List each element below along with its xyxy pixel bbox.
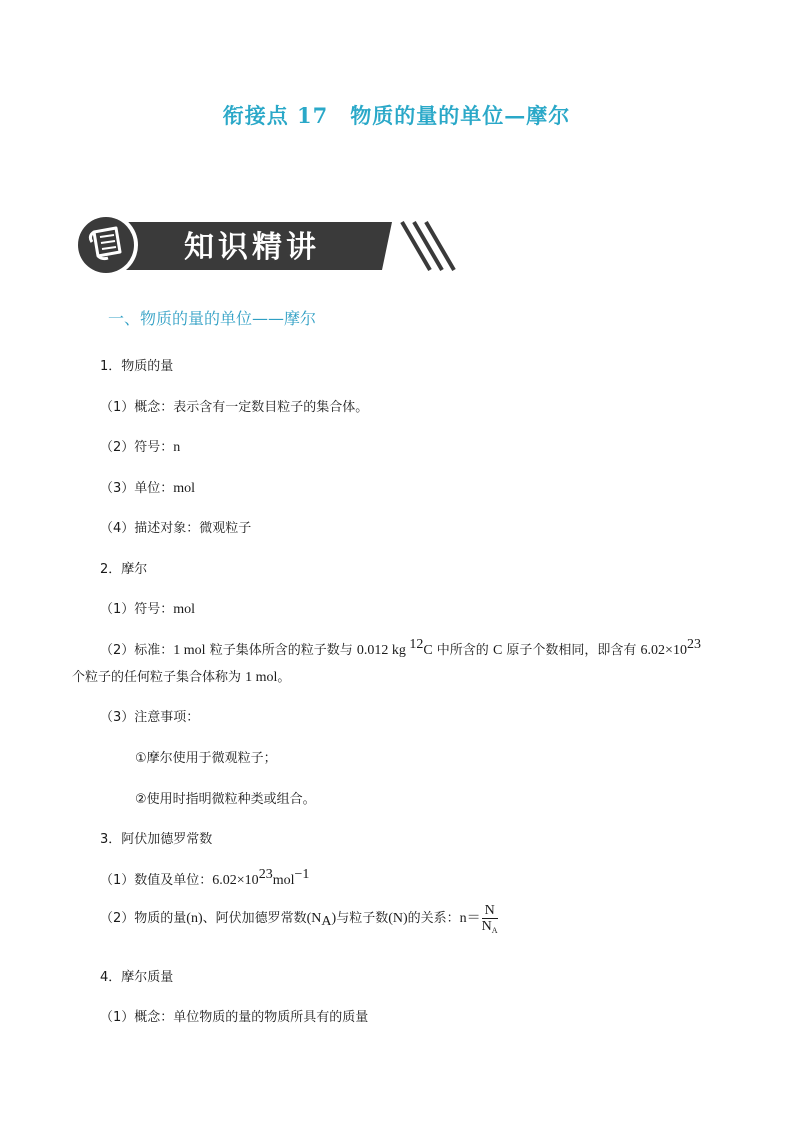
superscript: 23 xyxy=(258,867,273,882)
item-heading-3: 3．阿伏加德罗常数 xyxy=(100,832,213,847)
item-1-2 xyxy=(100,436,180,456)
item-3-2 xyxy=(100,903,498,934)
text: 原子个数相同，即含有 xyxy=(502,643,641,658)
item-label: （1）符号： xyxy=(100,602,174,617)
scroll-icon xyxy=(74,213,138,277)
item-value: 6.02×10 xyxy=(212,873,259,888)
text: 1 mol xyxy=(245,670,278,685)
item-2-1 xyxy=(100,598,195,618)
text: （2）标准： xyxy=(100,643,174,658)
subscript: A xyxy=(491,926,498,935)
item-label: （3）单位： xyxy=(100,481,174,496)
item-value: mol xyxy=(173,602,196,617)
text: 粒子集体所含的粒子数与 xyxy=(205,643,357,658)
item-4-1: （1）概念：单位物质的量的物质所具有的质量 xyxy=(100,1010,369,1025)
text: 个粒子的任何粒子集合体称为 xyxy=(72,670,246,685)
item-3-1 xyxy=(100,869,309,889)
item-heading-1: 1．物质的量 xyxy=(100,359,174,374)
text: 、阿伏加德罗常数 xyxy=(202,911,307,926)
subscript: A xyxy=(321,914,332,929)
text: 0.012 kg xyxy=(356,643,410,658)
text: 的关系： xyxy=(407,911,460,926)
fraction-denominator xyxy=(482,919,498,934)
item-1-4: （4）描述对象：微观粒子 xyxy=(100,521,252,536)
item-label: （2）符号： xyxy=(100,440,174,455)
banner-text: 知识精讲 xyxy=(184,230,320,265)
item-2-3: （3）注意事项： xyxy=(100,710,200,725)
item-value: mol xyxy=(173,481,196,496)
text: 1 mol xyxy=(173,643,206,658)
item-1-1: （1）概念：表示含有一定数目粒子的集合体。 xyxy=(100,400,369,415)
section-heading: 一、物质的量的单位——摩尔 xyxy=(108,309,317,328)
superscript: 23 xyxy=(686,637,701,652)
item-value: n xyxy=(173,440,181,455)
superscript: −1 xyxy=(294,867,310,882)
text: (N xyxy=(306,911,322,926)
item-2-2-line1 xyxy=(100,639,701,659)
fraction-numerator: N xyxy=(482,903,498,919)
item-2-2-line2 xyxy=(72,666,290,686)
fraction xyxy=(482,903,498,934)
superscript: 12 xyxy=(409,637,424,652)
unit: mol xyxy=(272,873,295,888)
item-1-3 xyxy=(100,477,195,497)
text: （2）物质的量 xyxy=(100,911,187,926)
text: N xyxy=(481,919,492,934)
text: 6.02×10 xyxy=(640,643,687,658)
text: 。 xyxy=(277,670,291,685)
section-banner xyxy=(72,212,460,278)
item-heading-4: 4．摩尔质量 xyxy=(100,970,174,985)
item-label: （1）数值及单位： xyxy=(100,873,213,888)
text: C xyxy=(423,643,433,658)
text: 中所含的 xyxy=(432,643,493,658)
text: (N) xyxy=(388,911,408,926)
page-title: 衔接点 17 物质的量的单位—摩尔 xyxy=(222,103,571,128)
item-2-3-2: ②使用时指明微粒种类或组合。 xyxy=(135,792,316,807)
text: C xyxy=(492,643,503,658)
item-2-3-1: ①摩尔使用于微观粒子； xyxy=(135,751,277,766)
formula-lhs: n＝ xyxy=(459,911,481,926)
text: ) xyxy=(331,911,337,926)
text: (n) xyxy=(186,911,203,926)
text: 与粒子数 xyxy=(336,911,389,926)
item-heading-2: 2．摩尔 xyxy=(100,562,148,577)
